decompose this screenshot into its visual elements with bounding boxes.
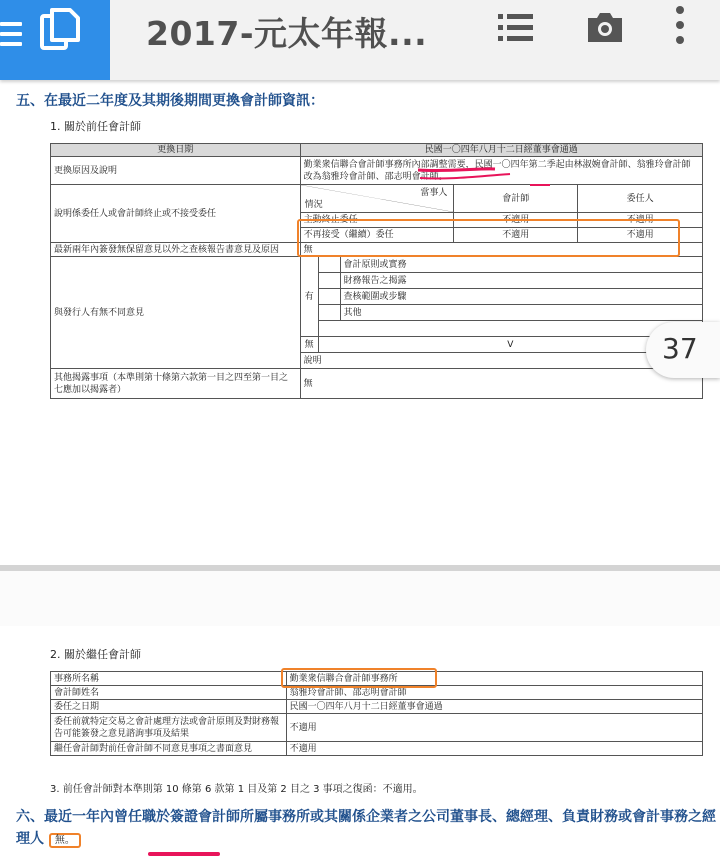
section6-heading xyxy=(16,806,716,852)
sub-heading-previous-accountant: 1. 關於前任會計師 xyxy=(50,120,141,133)
menu-icon[interactable] xyxy=(0,16,22,56)
page-number: 37 xyxy=(662,332,698,365)
item-financial-disclosure: 財務報告之揭露 xyxy=(340,273,702,289)
no-accept-label: 不再接受（繼續）委任 xyxy=(300,228,454,243)
firm-name-value: 勤業衆信聯合會計師事務所 xyxy=(286,672,702,686)
app-bar-left xyxy=(0,0,110,80)
appointment-date-value: 民國一〇四年八月十二日經董事會通過 xyxy=(286,700,702,714)
no-accept-client: 不適用 xyxy=(578,228,703,243)
red-underline-annotation xyxy=(410,160,560,190)
camera-icon[interactable] xyxy=(586,10,624,44)
disagreement-no: 無 xyxy=(300,337,318,353)
no-accept-accountant: 不適用 xyxy=(454,228,578,243)
more-vert-icon[interactable] xyxy=(674,4,686,46)
accountant-name-value: 翁雅玲會計師、邵志明會計師 xyxy=(286,686,702,700)
page-top-margin xyxy=(0,571,720,626)
section5-heading: 五、在最近二年度及其期後期間更換會計師資訊： xyxy=(16,93,324,109)
firm-name-label: 事務所名稱 xyxy=(51,672,287,686)
opinion-label: 最新兩年內簽發無保留意見以外之查核報告書意見及原因 xyxy=(51,243,301,257)
document-copy-icon[interactable] xyxy=(38,6,82,52)
change-date-header: 更換日期 xyxy=(51,144,301,157)
section6-heading-text: 六、最近一年內曾任職於簽證會計師所屬事務所或其關係企業者之公司董事長、總經理、負責財務或會計事務之經理人 xyxy=(16,809,716,847)
active-termination-label: 主動終止委任 xyxy=(300,213,454,228)
termination-label: 說明係委任人或會計師終止或不接受委任 xyxy=(51,185,301,243)
opinion-value: 無 xyxy=(300,243,702,257)
active-termination-accountant: 不適用 xyxy=(454,213,578,228)
disagreement-check: V xyxy=(318,337,702,353)
disagreement-yes: 有 xyxy=(300,257,318,337)
previous-accountant-table xyxy=(50,143,703,399)
change-date-value: 民國一〇四年八月十二日經董事會通過 xyxy=(300,144,702,157)
reason-text: 勤業衆信聯合會計師事務所內部調整需要，民國一〇四年第二季起由林淑婉會計師、翁雅玲會計師改為翁雅玲會計師、邵志明會計師。 xyxy=(300,157,702,185)
page-number-badge[interactable] xyxy=(646,322,720,378)
sub-heading-successor-accountant: 2. 關於繼任會計師 xyxy=(50,648,141,661)
written-opinion-value: 不適用 xyxy=(286,742,702,756)
consultation-value: 不適用 xyxy=(286,714,702,742)
client-column-header: 委任人 xyxy=(578,185,703,213)
section6-value: 無。 xyxy=(49,833,81,848)
item-other: 其他 xyxy=(340,305,702,321)
consultation-label: 委任前就特定交易之會計處理方法或會計原則及對財務報告可能簽發之意見諮詢事項及結果 xyxy=(51,714,287,742)
app-title: 2017-元太年報... xyxy=(146,14,428,53)
situation-label: 情況 xyxy=(304,199,323,210)
explain-label: 說明 xyxy=(300,353,702,369)
list-icon[interactable] xyxy=(496,8,536,48)
reason-label: 更換原因及說明 xyxy=(51,157,301,185)
item-audit-scope: 查核範圍或步驟 xyxy=(340,289,702,305)
item-accounting-principles: 會計原則或實務 xyxy=(340,257,702,273)
party-label: 當事人 xyxy=(420,187,448,198)
accountant-name-label: 會計師姓名 xyxy=(51,686,287,700)
written-opinion-label: 繼任會計師對前任會計師不同意見事項之書面意見 xyxy=(51,742,287,756)
other-disclosure-value: 無 xyxy=(300,369,702,399)
app-bar xyxy=(0,0,720,80)
other-disclosure-label: 其他揭露事項（本準則第十條第六款第一目之四至第一目之七應加以揭露者） xyxy=(51,369,301,399)
disagreement-label: 與發行人有無不同意見 xyxy=(51,257,301,369)
orange-highlight-box xyxy=(297,219,680,257)
reply-letter-note: 3. 前任會計師對本準則第 10 條第 6 款第 1 目及第 2 目之 3 事項之復函：不適用。 xyxy=(50,784,423,795)
orange-highlight-firm-box xyxy=(281,668,437,688)
accountant-column-header: 會計師 xyxy=(454,185,578,213)
active-termination-client: 不適用 xyxy=(578,213,703,228)
appointment-date-label: 委任之日期 xyxy=(51,700,287,714)
magenta-mark xyxy=(148,852,220,856)
